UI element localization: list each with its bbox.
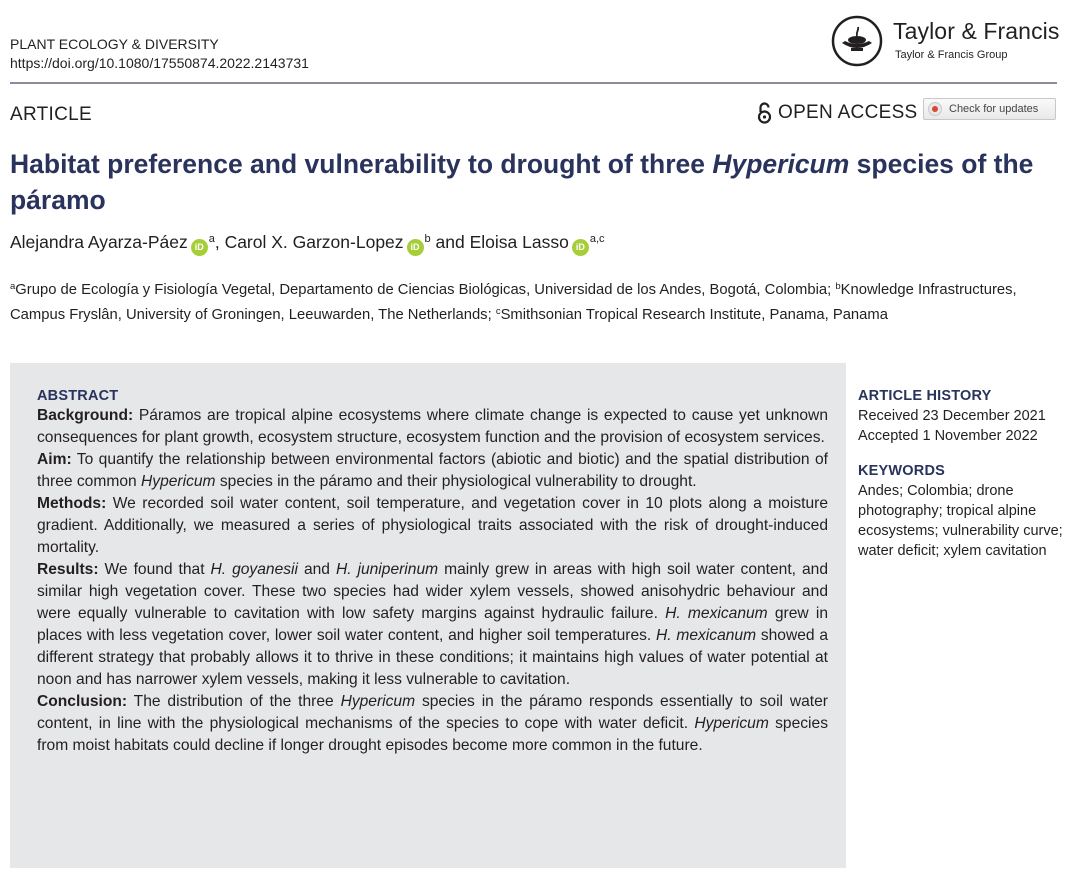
species-name: H. mexicanum xyxy=(656,627,757,644)
abstract-text: We recorded soil water content, soil temperature, and vegetation cover in 10 plots along a moisture gradient. Additionally, we measured a series of physiological traits associated with the risk of drought-induced mortality. xyxy=(37,495,828,556)
abstract-content xyxy=(37,388,828,757)
open-access-label: OPEN ACCESS xyxy=(778,102,918,123)
abstract-text: grew in places with less vegetation cover, lower soil water content, and higher soil temperatures. xyxy=(37,605,829,644)
open-access-badge xyxy=(757,100,918,126)
abstract-section-label: Conclusion: xyxy=(37,693,128,710)
publisher-logo xyxy=(831,15,1061,71)
header-divider xyxy=(10,82,1057,84)
article-title xyxy=(10,146,1070,218)
author-name[interactable]: Alejandra Ayarza-Páez xyxy=(10,232,188,252)
abstract-text: We found that xyxy=(98,561,211,578)
author-separator: , xyxy=(214,232,225,252)
abstract-text: mainly grew in areas with high soil water content, and similar high vegetation cover. These two species had wider xylem vessels, showed anisohydric behaviour and were equally vulnerable to cavitation with low safety margins against hydraulic failure. xyxy=(37,561,828,622)
orcid-icon[interactable]: iD xyxy=(572,239,589,256)
affil-text: Smithsonian Tropical Research Institute, Panama, Panama xyxy=(500,307,888,323)
author-affil-sup: a xyxy=(208,233,215,245)
abstract-section xyxy=(37,405,828,449)
abstract-text: showed a different strategy that probably allows it to thrive in these conditions; it maintains high values of water potential at noon and has narrower xylem vessels, making it less vulnerable to cavitation. xyxy=(37,627,829,688)
abstract-heading: ABSTRACT xyxy=(37,388,119,404)
affil-sup: a xyxy=(10,281,16,292)
keywords-heading: KEYWORDS xyxy=(858,463,945,479)
check-for-updates-button[interactable] xyxy=(923,98,1056,120)
abstract-text: To quantify the relationship between environmental factors (abiotic and biotic) and the spatial distribution of three common xyxy=(37,451,828,490)
abstract-text: The distribution of the three xyxy=(127,693,341,710)
abstract-text: species in the páramo and their physiological vulnerability to drought. xyxy=(215,473,697,490)
species-name: Hypericum xyxy=(141,473,216,490)
abstract-section xyxy=(37,449,828,493)
accepted-date: Accepted 1 November 2022 xyxy=(858,428,1038,444)
abstract-sections xyxy=(37,405,828,757)
abstract-section-label: Methods: xyxy=(37,495,107,512)
affil-sup: c xyxy=(495,306,501,317)
abstract-text: Páramos are tropical alpine ecosystems where climate change is expected to cause yet unknown consequences for plant growth, ecosystem structure, ecosystem function and the provision of ecosystem services. xyxy=(37,407,828,446)
abstract-text: species in the páramo responds essentially to soil water content, in line with the physiological mechanisms of the species to cope with water deficit. xyxy=(37,693,829,732)
author-affil-sup: a,c xyxy=(589,233,605,245)
doi-link[interactable]: https://doi.org/10.1080/17550874.2022.2143731 xyxy=(10,55,309,71)
journal-name: PLANT ECOLOGY & DIVERSITY xyxy=(10,36,219,52)
orcid-icon[interactable]: iD xyxy=(191,239,208,256)
publisher-logo-icon xyxy=(831,15,883,67)
abstract-section xyxy=(37,493,828,559)
article-history-heading: ARTICLE HISTORY xyxy=(858,388,992,404)
species-name: H. juniperinum xyxy=(335,561,439,578)
keywords-list: Andes; Colombia; drone photography; tropical alpine ecosystems; vulnerability curve; water deficit; xylem cavitation xyxy=(858,483,1063,559)
affil-text: Knowledge Infrastructures, Campus Fryslân, University of Groningen, Leeuwarden, The Netherlands; xyxy=(10,282,1017,323)
species-name: Hypericum xyxy=(694,715,769,732)
author-affil-sup: b xyxy=(424,233,431,245)
author-name[interactable]: Carol X. Garzon-Lopez xyxy=(224,232,404,252)
open-lock-icon xyxy=(757,102,772,124)
abstract-box xyxy=(10,363,846,868)
species-name: H. goyanesii xyxy=(210,561,298,578)
affiliations xyxy=(10,276,1070,326)
abstract-text: species from moist habitats could decline if longer drought episodes become more common in the future. xyxy=(37,715,828,754)
abstract-section xyxy=(37,559,828,691)
abstract-text: and xyxy=(297,561,336,578)
publisher-name: Taylor & Francis xyxy=(893,18,1060,44)
affil-sup: b xyxy=(835,281,841,292)
author-name[interactable]: Eloisa Lasso xyxy=(469,232,569,252)
title-italic: Hypericum xyxy=(712,149,850,179)
species-name: H. mexicanum xyxy=(665,605,768,622)
publisher-group: Taylor & Francis Group xyxy=(895,49,1008,61)
journal-header xyxy=(10,35,309,73)
received-date: Received 23 December 2021 xyxy=(858,408,1046,424)
abstract-section-label: Results: xyxy=(37,561,99,578)
article-sidebar xyxy=(858,386,1063,561)
author-separator: and xyxy=(430,232,470,252)
species-name: Hypericum xyxy=(340,693,416,710)
title-part2: species of the páramo xyxy=(10,149,1034,215)
affil-text: Grupo de Ecología y Fisiología Vegetal, Departamento de Ciencias Biológicas, Universidad de los Andes, Bogotá, Colombia; xyxy=(15,282,836,298)
abstract-section xyxy=(37,691,828,757)
article-type: ARTICLE xyxy=(10,104,92,125)
abstract-section-label: Aim: xyxy=(37,451,72,468)
check-for-updates-label: Check for updates xyxy=(949,103,1039,115)
crossmark-icon xyxy=(928,102,942,116)
author-list xyxy=(10,232,605,256)
title-part1: Habitat preference and vulnerability to drought of three xyxy=(10,149,713,179)
orcid-icon[interactable]: iD xyxy=(407,239,424,256)
abstract-section-label: Background: xyxy=(37,407,134,424)
